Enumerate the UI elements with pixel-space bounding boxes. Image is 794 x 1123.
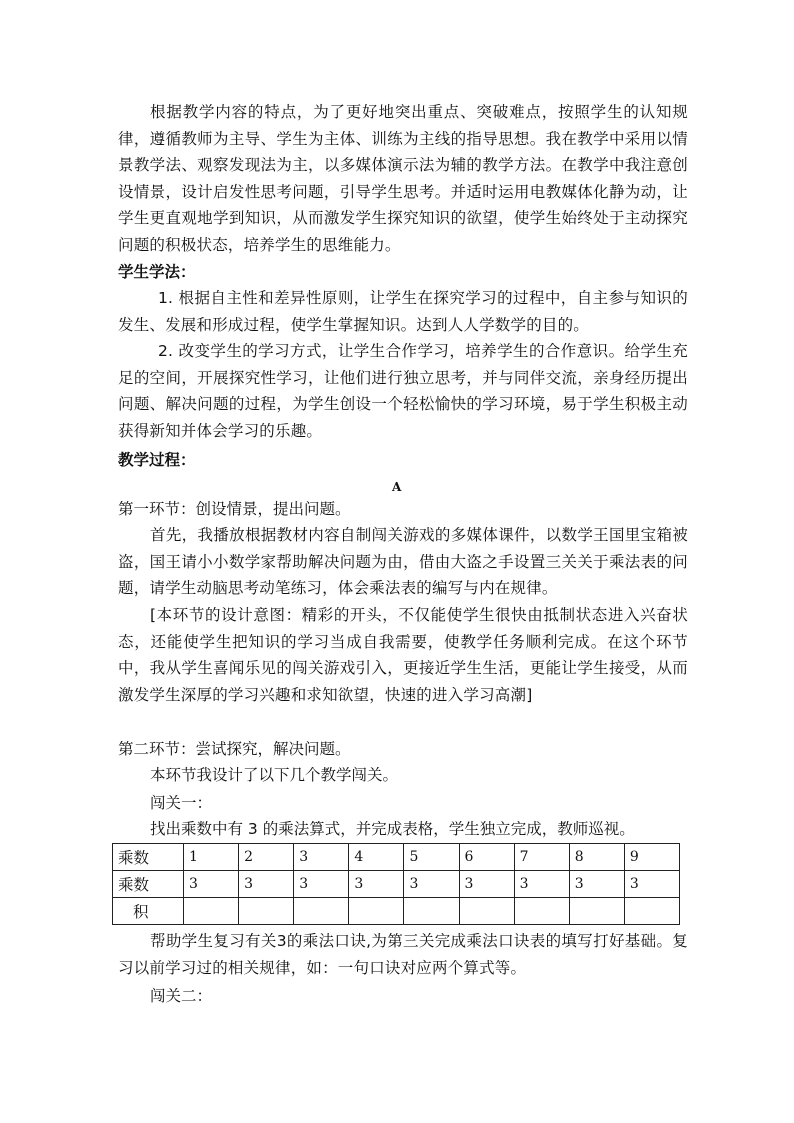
table-cell: 3	[569, 871, 624, 898]
table-cell: 5	[404, 844, 459, 871]
section2-title: 第二环节：尝试探究，解决问题。	[118, 740, 351, 758]
table-cell: 6	[459, 844, 514, 871]
table-cell: 7	[514, 844, 569, 871]
student-method-item-1: 1. 根据自主性和差异性原则，让学生在探究学习的过程中，自主参与知识的发生、发展和形成过程，使学生掌握知识。达到人人学数学的目的。	[118, 289, 688, 334]
table-cell: 3	[624, 871, 679, 898]
level1-task: 找出乘数中有 3 的乘法算式，并完成表格，学生独立完成，教师巡视。	[150, 820, 635, 838]
table-cell: 3	[459, 871, 514, 898]
table-row	[113, 871, 680, 898]
row-label: 乘数	[113, 871, 184, 898]
table-cell: 8	[569, 844, 624, 871]
table-cell	[459, 898, 514, 925]
table-cell	[624, 898, 679, 925]
student-methods-heading: 学生学法：	[118, 263, 196, 281]
table-cell	[514, 898, 569, 925]
table-cell	[349, 898, 404, 925]
level1-label: 闯关一：	[150, 794, 213, 812]
row-label: 积	[113, 898, 184, 925]
row-label: 乘数	[113, 844, 184, 871]
table-cell: 3	[294, 844, 349, 871]
section1-title: 第一环节：创设情景，提出问题。	[118, 500, 351, 518]
table-cell: 1	[184, 844, 239, 871]
student-method-item-2: 2. 改变学生的学习方式，让学生合作学习，培养学生的合作意识。给学生充足的空间，开展探究性学习，让他们进行独立思考，并与同伴交流，亲身经历提出问题、解决问题的过程，为学生创设一个轻松愉快的学习环境，易于学生积极主动获得新知并体会学习的乐趣。	[118, 342, 688, 440]
after-table-paragraph: 帮助学生复习有关3的乘法口诀,为第三关完成乘法口诀表的填写打好基础。复习以前学习过的相关规律，如：一句口诀对应两个算式等。	[118, 932, 688, 977]
level2-label: 闯关二：	[150, 987, 213, 1005]
table-cell: 3	[239, 871, 294, 898]
table-row	[113, 844, 680, 871]
table-cell: 4	[349, 844, 404, 871]
table-cell: 3	[404, 871, 459, 898]
table-cell	[239, 898, 294, 925]
table-cell: 3	[294, 871, 349, 898]
multiplication-table	[112, 843, 680, 925]
table-cell: 3	[184, 871, 239, 898]
table-cell: 9	[624, 844, 679, 871]
table-cell: 2	[239, 844, 294, 871]
table-cell: 3	[514, 871, 569, 898]
table-row	[113, 898, 680, 925]
section2-intro: 本环节我设计了以下几个教学闯关。	[150, 766, 399, 784]
intro-paragraph: 根据教学内容的特点，为了更好地突出重点、突破难点，按照学生的认知规律，遵循教师为主导、学生为主体、训练为主线的指导思想。我在教学中采用以情景教学法、观察发现法为主，以多媒体演示法为辅的教学方法。在教学中我注意创设情景，设计启发性思考问题，引导学生思考。并适时运用电教媒体化静为动，让学生更直观地学到知识，从而激发学生探究知识的欲望，使学生始终处于主动探究问题的积极状态，培养学生的思维能力。	[118, 103, 688, 254]
section-marker: A	[392, 480, 402, 494]
section1-design-intent: [本环节的设计意图：精彩的开头，不仅能使学生很快由抵制状态进入兴奋状态，还能使学生把知识的学习当成自我需要，使教学任务顺利完成。在这个环节中，我从学生喜闻乐见的闯关游戏引入，更接近学生生活，更能让学生接受，从而激发学生深厚的学习兴趣和求知欲望，快速的进入学习高潮]	[118, 606, 688, 704]
table-cell	[569, 898, 624, 925]
table-cell	[184, 898, 239, 925]
table-cell	[294, 898, 349, 925]
section1-body: 首先，我播放根据教材内容自制闯关游戏的多媒体课件，以数学王国里宝箱被盗，国王请小小数学家帮助解决问题为由，借由大盗之手设置三关关于乘法表的问题，请学生动脑思考动笔练习，体会乘法表的编写与内在规律。	[118, 526, 688, 597]
table-cell: 3	[349, 871, 404, 898]
table-cell	[404, 898, 459, 925]
teaching-process-heading: 教学过程：	[118, 451, 196, 469]
